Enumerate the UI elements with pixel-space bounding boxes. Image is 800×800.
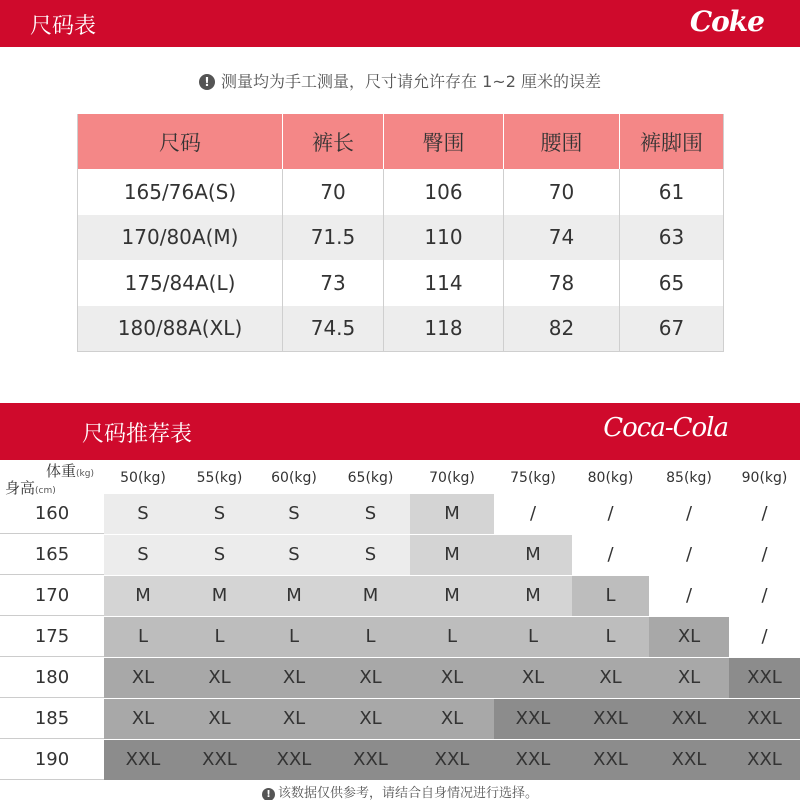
footnote bbox=[0, 782, 800, 800]
table-cell: 78 bbox=[504, 260, 620, 306]
size-cell: L bbox=[572, 576, 649, 616]
size-cell: XXL bbox=[182, 740, 257, 780]
height-unit: (cm) bbox=[35, 486, 56, 496]
size-cell: XXL bbox=[257, 740, 331, 780]
height-cell: 175 bbox=[34, 626, 70, 647]
size-chart-table bbox=[77, 114, 724, 352]
size-cell: XL bbox=[649, 617, 729, 657]
table-cell: 82 bbox=[504, 306, 620, 352]
table-row bbox=[0, 658, 800, 698]
size-cell: XL bbox=[410, 699, 494, 739]
table-row bbox=[0, 740, 800, 780]
weight-header: 50(kg) bbox=[120, 470, 166, 486]
size-cell: S bbox=[182, 535, 257, 575]
size-cell: XL bbox=[257, 658, 331, 698]
size-table-header-row bbox=[78, 114, 724, 169]
weight-header: 70(kg) bbox=[429, 470, 475, 486]
exclamation-circle-icon: ! bbox=[262, 788, 275, 800]
col-header-hem: 裤脚围 bbox=[620, 114, 724, 169]
size-cell: XXL bbox=[729, 699, 800, 739]
table-cell: 170/80A(M) bbox=[78, 215, 283, 261]
table-row bbox=[0, 535, 800, 575]
weight-header: 75(kg) bbox=[510, 470, 556, 486]
table-row bbox=[0, 617, 800, 657]
size-cell: M bbox=[182, 576, 257, 616]
size-cell: / bbox=[649, 576, 729, 616]
recommend-title: 尺码推荐表 bbox=[82, 422, 193, 447]
table-cell: 74 bbox=[504, 215, 620, 261]
weight-header: 80(kg) bbox=[587, 470, 634, 486]
height-cell: 185 bbox=[34, 708, 70, 729]
height-label: 身高 bbox=[5, 479, 36, 497]
table-cell: 67 bbox=[620, 306, 724, 352]
size-cell: XL bbox=[649, 658, 729, 698]
size-cell: XXL bbox=[104, 740, 182, 780]
size-cell: XL bbox=[182, 658, 257, 698]
size-cell: / bbox=[649, 535, 729, 575]
table-row bbox=[0, 576, 800, 616]
coke-logo: Coke bbox=[689, 5, 764, 38]
size-cell: XXL bbox=[410, 740, 494, 780]
size-cell: S bbox=[104, 535, 182, 575]
size-cell: S bbox=[331, 535, 410, 575]
table-cell: 61 bbox=[620, 169, 724, 215]
size-cell: S bbox=[182, 494, 257, 534]
height-cell: 180 bbox=[34, 667, 70, 688]
size-cell: M bbox=[410, 576, 494, 616]
weight-unit: (kg) bbox=[76, 469, 94, 479]
col-header-size: 尺码 bbox=[78, 114, 283, 169]
size-cell: XL bbox=[572, 658, 649, 698]
size-cell: S bbox=[331, 494, 410, 534]
height-cell: 165 bbox=[34, 544, 70, 565]
table-cell: 175/84A(L) bbox=[78, 260, 283, 306]
table-cell: 71.5 bbox=[283, 215, 384, 261]
size-cell: XXL bbox=[649, 740, 729, 780]
exclamation-circle-icon: ! bbox=[199, 74, 215, 90]
header-banner bbox=[0, 0, 800, 47]
footnote-text: 该数据仅供参考，请结合自身情况进行选择。 bbox=[277, 786, 538, 800]
table-cell: 70 bbox=[504, 169, 620, 215]
size-cell: S bbox=[104, 494, 182, 534]
col-header-length: 裤长 bbox=[283, 114, 384, 169]
col-header-hip: 臀围 bbox=[384, 114, 504, 169]
size-cell: / bbox=[729, 535, 800, 575]
size-cell: M bbox=[494, 576, 572, 616]
size-cell: M bbox=[104, 576, 182, 616]
height-cell: 190 bbox=[34, 749, 70, 770]
weight-label: 体重 bbox=[46, 462, 77, 480]
size-cell: M bbox=[331, 576, 410, 616]
table-row bbox=[78, 169, 724, 215]
table-cell: 73 bbox=[283, 260, 384, 306]
size-cell: / bbox=[649, 494, 729, 534]
size-cell: / bbox=[572, 535, 649, 575]
size-cell: M bbox=[494, 535, 572, 575]
height-cell: 160 bbox=[34, 503, 70, 524]
size-cell: S bbox=[257, 494, 331, 534]
size-cell: XL bbox=[331, 658, 410, 698]
size-cell: XXL bbox=[494, 699, 572, 739]
table-cell: 118 bbox=[384, 306, 504, 352]
recommend-banner bbox=[0, 403, 800, 460]
weight-header: 60(kg) bbox=[271, 470, 317, 486]
page-title: 尺码表 bbox=[30, 14, 97, 39]
size-cell: L bbox=[494, 617, 572, 657]
size-cell: / bbox=[572, 494, 649, 534]
size-cell: / bbox=[729, 576, 800, 616]
size-cell: L bbox=[104, 617, 182, 657]
size-cell: XL bbox=[104, 658, 182, 698]
size-cell: XXL bbox=[572, 699, 649, 739]
size-cell: L bbox=[182, 617, 257, 657]
table-cell: 70 bbox=[283, 169, 384, 215]
table-cell: 165/76A(S) bbox=[78, 169, 283, 215]
table-cell: 63 bbox=[620, 215, 724, 261]
size-cell: L bbox=[572, 617, 649, 657]
coca-cola-logo: Coca-Cola bbox=[603, 413, 728, 443]
size-cell: / bbox=[494, 494, 572, 534]
col-header-waist: 腰围 bbox=[504, 114, 620, 169]
table-cell: 106 bbox=[384, 169, 504, 215]
size-cell: / bbox=[729, 494, 800, 534]
table-cell: 110 bbox=[384, 215, 504, 261]
table-cell: 180/88A(XL) bbox=[78, 306, 283, 352]
size-cell: XXL bbox=[331, 740, 410, 780]
size-cell: M bbox=[410, 494, 494, 534]
size-cell: L bbox=[257, 617, 331, 657]
height-cell: 170 bbox=[34, 585, 70, 606]
size-cell: L bbox=[331, 617, 410, 657]
size-cell: XXL bbox=[494, 740, 572, 780]
size-cell: XL bbox=[104, 699, 182, 739]
size-cell: S bbox=[257, 535, 331, 575]
size-cell: XXL bbox=[572, 740, 649, 780]
table-cell: 74.5 bbox=[283, 306, 384, 352]
table-row bbox=[0, 699, 800, 739]
measurement-note bbox=[0, 69, 800, 92]
weight-header: 90(kg) bbox=[741, 470, 788, 486]
measurement-note-text: 测量均为手工测量，尺寸请允许存在 1~2 厘米的误差 bbox=[221, 72, 601, 91]
size-cell: XXL bbox=[649, 699, 729, 739]
weight-header: 65(kg) bbox=[347, 470, 394, 486]
table-row bbox=[0, 494, 800, 534]
size-cell: XL bbox=[494, 658, 572, 698]
table-cell: 114 bbox=[384, 260, 504, 306]
size-cell: L bbox=[410, 617, 494, 657]
size-cell: XL bbox=[331, 699, 410, 739]
size-cell: XL bbox=[182, 699, 257, 739]
size-cell: XL bbox=[410, 658, 494, 698]
weight-header: 55(kg) bbox=[196, 470, 243, 486]
size-cell: XL bbox=[257, 699, 331, 739]
size-cell: / bbox=[729, 617, 800, 657]
size-cell: XXL bbox=[729, 740, 800, 780]
table-cell: 65 bbox=[620, 260, 724, 306]
size-cell: M bbox=[257, 576, 331, 616]
table-row bbox=[78, 260, 724, 306]
table-row bbox=[78, 306, 724, 352]
table-row bbox=[78, 215, 724, 261]
size-cell: XXL bbox=[729, 658, 800, 698]
weight-header: 85(kg) bbox=[666, 470, 712, 486]
size-cell: M bbox=[410, 535, 494, 575]
